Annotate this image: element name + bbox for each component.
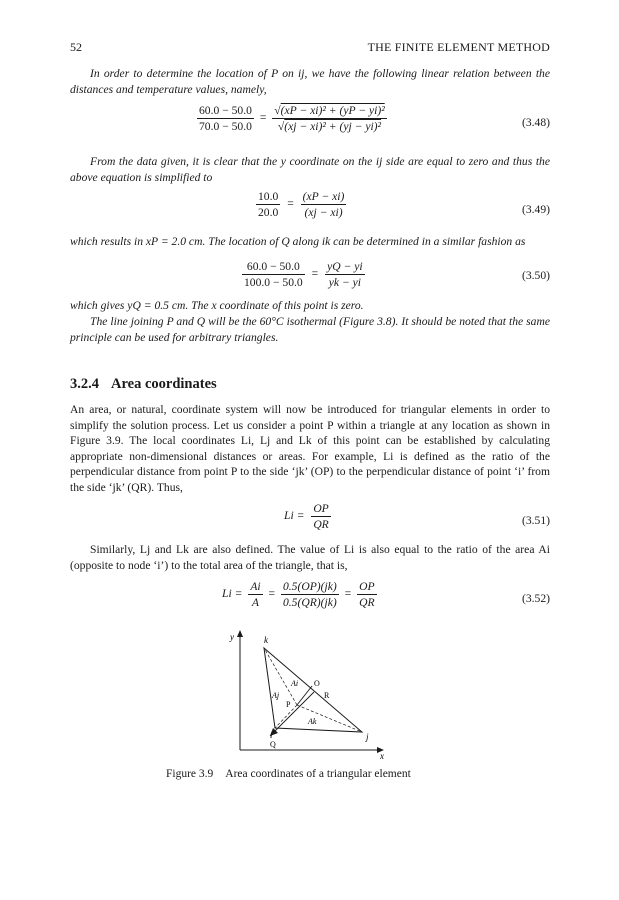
eq350-lhs-fraction: $\frac{60.0 - 50.0}{100.0 - 50.0}$ [244,260,303,289]
caption-text: Area coordinates of a triangular element [225,768,411,780]
area-ak-label: Ak [308,717,317,726]
eq352-fraction-1: $\frac{Ai}{A}$ [250,580,261,609]
paragraph-7: Similarly, Lj and Lk are also defined. The value of Li is also equal to the ratio of the area Ai (opposite to node ‘i’) to the total area of the triangle, that is, [70,543,550,572]
equation-3-50: $\frac{60.0 - 50.0}{100.0 - 50.0}$ = $\frac{yQ - yi}{yk - yi}$ (3.50) [244,260,550,289]
point-o-label: O [314,679,320,688]
eq352-fraction-3: $\frac{OP}{QR}$ [359,580,375,609]
equation-3-51: Li = $\frac{OP}{QR}$ (3.51) [284,502,550,531]
paragraph-6: An area, or natural, coordinate system will now be introduced for triangular elements in order to simplify the solution process. Let us consider a point P within a triangle at any location as shown in Figure 3.9. The local coordinates Li, Lj and Lk of this point can be established by calculating appropriate non-dimensional distances or areas. For example, Li is defined as the ratio of the perpendicular distance from point P to the side ‘jk’ (OP) to the perpendicular distance of point ‘i’ from the side ‘jk’ (QR). Thus, [70,403,550,494]
equation-number: (3.51) [521,514,550,527]
equation-3-52: Li = $\frac{Ai}{A}$ = $\frac{0.5(OP)(jk)}{0.5(QR)(jk)}$ = $\frac{OP}{QR}$ (3.52) [222,580,550,609]
paragraph-3: which results in xP = 2.0 cm. The location of Q along ik can be determined in a similar fashion as [70,235,526,248]
paragraph-1: In order to determine the location of P on ij, we have the following linear relation between the distances and temperature values, namely, [70,67,550,96]
eq348-lhs-fraction: $\frac{60.0 - 50.0}{70.0 - 50.0}$ [199,104,252,133]
eq352-fraction-2: $\frac{0.5(OP)(jk)}{0.5(QR)(jk)}$ [282,580,337,609]
equation-3-48: $\frac{60.0 - 50.0}{70.0 - 50.0}$ = $\frac{\text{√(xP − xi)² + (yP − yi)²}}{\text{√(xj − xi)² + (yj − yi)²}}$ (3.48) [199,104,550,133]
figure-caption [166,768,411,780]
dashed-line-pk [264,648,297,705]
eq351-fraction: $\frac{OP}{QR}$ [313,502,329,531]
eq349-rhs-fraction: $\frac{(xP - xi)}{(xj - xi)}$ [302,190,345,219]
x-axis-label: x [380,751,384,760]
point-r-label: R [324,691,330,700]
section-heading: 3.2.4 Area coordinates [70,376,217,392]
page-header [70,40,550,54]
equation-number: (3.49) [521,203,550,216]
y-axis-label: y [230,632,234,642]
paragraph-4: which gives yQ = 0.5 cm. The x coordinate of this point is zero. [70,299,364,312]
eq350-rhs-fraction: $\frac{yQ - yi}{yk - yi}$ [327,260,363,289]
area-ai-label: Ai [291,679,299,688]
node-k-label: k [264,635,268,645]
running-title: THE FINITE ELEMENT METHOD [367,40,550,54]
figure-area-coordinates [220,628,400,760]
y-axis-arrow-icon [237,630,243,637]
node-i-label: i [270,730,273,740]
equation-3-49: $\frac{10.0}{20.0}$ = $\frac{(xP - xi)}{(xj - xi)}$ (3.49) [258,190,550,219]
equation-number: (3.50) [521,269,550,282]
equation-number: (3.48) [521,116,550,129]
line-op [297,686,312,705]
paragraph-2: From the data given, it is clear that the y coordinate on the ij side are equal to zero and thus the above equation is simplified to [70,155,550,184]
area-aj-label: Aj [272,691,280,700]
node-j-label: j [366,732,369,742]
point-q-label: Q [270,740,276,749]
dashed-line-pj [297,705,362,732]
caption-label: Figure 3.9 [166,768,214,780]
equation-number: (3.52) [521,592,550,605]
point-p-label: P [286,700,291,709]
paragraph-5: The line joining P and Q will be the 60°C isothermal (Figure 3.8). It should be noted that the same principle can be used for arbitrary triangles. [70,315,550,344]
eq348-rhs-fraction: $\frac{\text{√(xP − xi)² + (yP − yi)²}}{\text{√(xj − xi)² + (yj − yi)²}}$ [274,104,385,133]
page-number: 52 [70,40,82,54]
eq349-lhs-fraction: $\frac{10.0}{20.0}$ [258,190,279,219]
